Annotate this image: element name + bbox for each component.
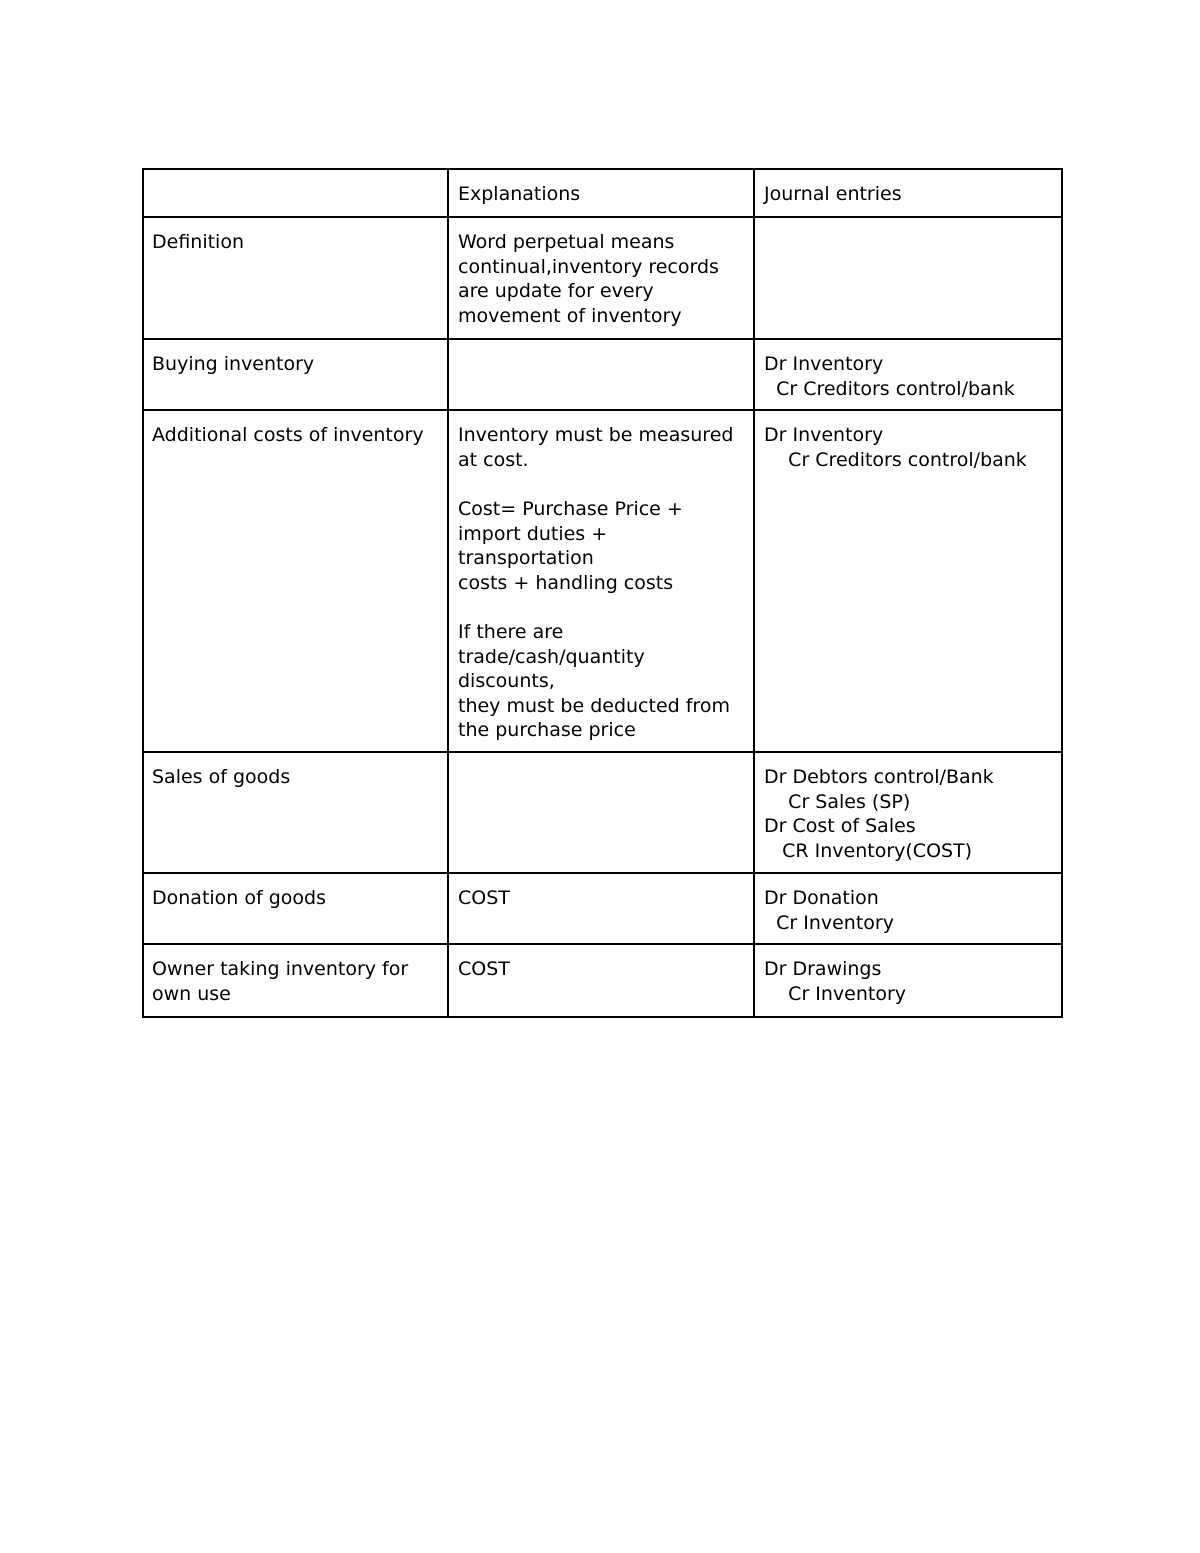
explanation-cell xyxy=(448,339,754,410)
topic-cell: Owner taking inventory for own use xyxy=(143,944,448,1017)
header-topic-cell xyxy=(143,169,448,217)
table-row-buying-inventory xyxy=(143,339,1062,410)
journal-cell: Dr Drawings Cr Inventory xyxy=(754,944,1062,1017)
header-journal-entries-cell: Journal entries xyxy=(754,169,1062,217)
explanation-cell: Inventory must be measured at cost. Cost= Purchase Price + import duties + transportation costs + handling costs If there are trade/cash/quantity discounts, they must be deducted from the purchase price xyxy=(448,410,754,752)
journal-cell xyxy=(754,217,1062,339)
table-row-additional-costs xyxy=(143,410,1062,752)
table-header-row xyxy=(143,169,1062,217)
table-row-sales-of-goods xyxy=(143,752,1062,873)
explanation-cell: Word perpetual means continual,inventory records are update for every movement of inventory xyxy=(448,217,754,339)
header-explanations-cell: Explanations xyxy=(448,169,754,217)
topic-cell: Sales of goods xyxy=(143,752,448,873)
journal-cell: Dr Debtors control/Bank Cr Sales (SP) Dr Cost of Sales CR Inventory(COST) xyxy=(754,752,1062,873)
table-row-donation-of-goods xyxy=(143,873,1062,944)
topic-cell: Definition xyxy=(143,217,448,339)
journal-cell: Dr Inventory Cr Creditors control/bank xyxy=(754,410,1062,752)
table-row-owner-taking-inventory xyxy=(143,944,1062,1017)
explanation-cell: COST xyxy=(448,873,754,944)
perpetual-inventory-table xyxy=(142,168,1063,1018)
explanation-cell: COST xyxy=(448,944,754,1017)
journal-cell: Dr Inventory Cr Creditors control/bank xyxy=(754,339,1062,410)
explanation-cell xyxy=(448,752,754,873)
topic-cell: Donation of goods xyxy=(143,873,448,944)
topic-cell: Additional costs of inventory xyxy=(143,410,448,752)
table-row-definition xyxy=(143,217,1062,339)
journal-cell: Dr Donation Cr Inventory xyxy=(754,873,1062,944)
topic-cell: Buying inventory xyxy=(143,339,448,410)
